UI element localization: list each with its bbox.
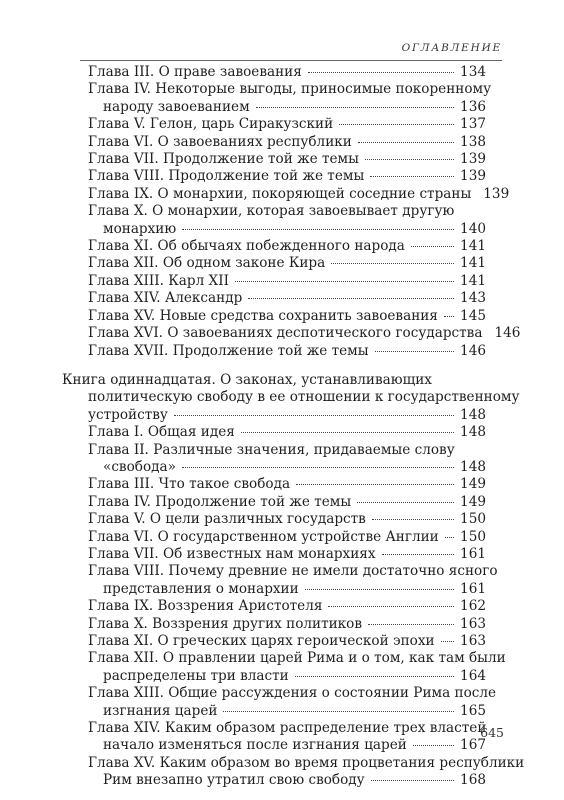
dot-leader bbox=[296, 483, 454, 485]
toc-entry-title-line: Глава XIV. Каким образом распределение трех властей bbox=[88, 720, 487, 737]
toc-entry bbox=[62, 598, 486, 615]
toc-entry bbox=[62, 255, 486, 272]
toc-entry bbox=[62, 151, 486, 168]
toc-entry bbox=[62, 511, 486, 528]
toc-entry-page: 140 bbox=[460, 220, 486, 237]
toc-entry-page: 148 bbox=[460, 406, 486, 423]
toc-entry-title: Глава III. Что такое свобода bbox=[88, 476, 291, 493]
toc-entry-title-line: Глава XII. О правлении царей Рима и о том, как там были bbox=[88, 650, 506, 667]
toc-section-book-ten-continued bbox=[62, 64, 521, 360]
toc-entry-title: Глава V. Гелон, царь Сиракузский bbox=[88, 116, 334, 133]
toc-entry bbox=[62, 64, 486, 81]
toc-entry bbox=[62, 476, 486, 493]
toc-entry-title-line: народу завоеванием bbox=[103, 98, 250, 115]
dot-leader bbox=[295, 675, 454, 677]
toc-entry bbox=[62, 494, 486, 511]
toc-entry-page: 141 bbox=[460, 272, 486, 289]
toc-entry-title: Глава III. О праве завоевания bbox=[88, 64, 302, 80]
toc-entry bbox=[62, 424, 486, 441]
toc-entry bbox=[62, 168, 486, 185]
dot-leader bbox=[358, 141, 454, 143]
toc-entry bbox=[62, 563, 498, 598]
toc-entry-page: 139 bbox=[483, 185, 510, 202]
toc-entry-title: Глава XIII. Карл XII bbox=[88, 272, 229, 289]
toc-entry-page: 146 bbox=[460, 342, 486, 359]
toc-entry-page: 163 bbox=[460, 633, 486, 649]
dot-leader bbox=[235, 280, 454, 282]
toc-entry-page: 141 bbox=[460, 238, 486, 255]
toc-entry-title-line: Рим внезапно утратил свою свободу bbox=[103, 772, 365, 789]
toc-entry bbox=[62, 81, 492, 116]
toc-entry-title: Глава VI. О государственном устройстве Англии bbox=[88, 528, 439, 545]
toc-entry-page: 150 bbox=[460, 528, 486, 545]
dot-leader bbox=[339, 123, 454, 125]
dot-leader bbox=[444, 315, 454, 317]
toc-entry-page: 137 bbox=[460, 116, 486, 133]
toc-entry bbox=[62, 343, 486, 360]
toc-entry-page: 164 bbox=[460, 667, 486, 684]
toc-entry-page: 139 bbox=[460, 168, 486, 185]
dot-leader bbox=[365, 158, 454, 160]
toc-entry-title-line: Глава XV. Каким образом во время процветания республики bbox=[88, 754, 525, 771]
dot-leader bbox=[223, 710, 454, 712]
toc-entry bbox=[62, 290, 486, 307]
toc-entry-title: Глава XI. Об обычаях побежденного народа bbox=[88, 238, 405, 255]
toc-entry-title-line: Глава IV. Некоторые выгоды, приносимые покоренному bbox=[88, 81, 492, 98]
toc-entry-page: 143 bbox=[460, 290, 486, 307]
toc-entry bbox=[62, 442, 486, 477]
header-rule bbox=[80, 60, 502, 61]
page-number: 645 bbox=[480, 725, 504, 740]
toc-entry-page: 136 bbox=[460, 98, 486, 115]
dot-leader bbox=[411, 245, 454, 247]
toc-entry-page: 145 bbox=[460, 307, 486, 324]
toc-entry-title-line: изгнания царей bbox=[103, 702, 218, 719]
toc-entry bbox=[62, 546, 486, 563]
dot-leader bbox=[445, 536, 454, 538]
dot-leader bbox=[372, 518, 454, 520]
dot-leader bbox=[256, 106, 454, 108]
toc-entry bbox=[62, 685, 497, 720]
dot-leader bbox=[382, 553, 455, 555]
toc-entry-title: Глава IX. Воззрения Аристотеля bbox=[88, 598, 323, 615]
dot-leader bbox=[371, 779, 454, 781]
toc-entry-title-line: представления о монархии bbox=[103, 580, 299, 597]
toc-entry-title-line: политическую свободу в ее отношении к государственному bbox=[88, 389, 520, 406]
toc-entry-title: Глава XV. Новые средства сохранить завоевания bbox=[88, 307, 438, 324]
toc-entry bbox=[62, 134, 486, 151]
toc-entry-title-line: Глава VIII. Почему древние не имели достаточно ясного bbox=[88, 563, 498, 580]
dot-leader bbox=[308, 71, 454, 73]
toc-entry-page: 150 bbox=[460, 511, 486, 528]
dot-leader bbox=[248, 297, 454, 299]
dot-leader bbox=[331, 262, 454, 264]
toc-entry-page: 134 bbox=[460, 64, 486, 80]
toc-entry-page: 141 bbox=[460, 255, 486, 272]
toc-entry-title: Глава IX. О монархии, покоряющей соседние страны bbox=[88, 185, 472, 202]
toc-entry-page: 148 bbox=[460, 424, 486, 441]
toc-entry bbox=[62, 116, 486, 133]
dot-leader bbox=[241, 431, 454, 433]
toc-entry-title: Глава V. О цели различных государств bbox=[88, 511, 366, 528]
toc-entry-page: 146 bbox=[494, 325, 521, 342]
toc-entry-title: Глава XVI. О завоеваниях деспотического государства bbox=[88, 325, 483, 342]
toc-entry-title-line: монархию bbox=[103, 220, 177, 237]
toc-entry-page: 163 bbox=[460, 615, 486, 632]
toc-entry bbox=[62, 273, 486, 290]
dot-leader bbox=[182, 466, 454, 468]
toc-entry bbox=[62, 371, 520, 424]
dot-leader bbox=[305, 588, 454, 590]
toc-entry-page: 167 bbox=[460, 737, 486, 754]
toc-entry-title: Глава I. Общая идея bbox=[88, 424, 235, 441]
toc-entry-title-line: «свобода» bbox=[103, 458, 176, 475]
toc-entry bbox=[62, 650, 506, 685]
toc-entry-title: Глава VI. О завоеваниях республики bbox=[88, 133, 352, 150]
toc-entry-title: Глава IV. Продолжение той же темы bbox=[88, 493, 352, 510]
toc-entry-page: 165 bbox=[460, 702, 486, 719]
dot-leader bbox=[328, 605, 454, 607]
toc-entry-title: Глава XIV. Александр bbox=[88, 290, 243, 307]
running-head: ОГЛАВЛЕНИЕ bbox=[401, 42, 502, 54]
dot-leader bbox=[441, 640, 454, 642]
toc-entry-title: Глава VII. Продолжение той же темы bbox=[88, 151, 359, 168]
toc-entry-page: 162 bbox=[460, 598, 486, 615]
toc-entry-title: Глава XI. О греческих царях героической эпохи bbox=[88, 633, 435, 649]
toc-entry-title-line: начало изменяться после изгнания царей bbox=[103, 737, 407, 754]
dot-leader bbox=[182, 228, 454, 230]
toc-entry-title: Глава X. Воззрения других политиков bbox=[88, 615, 362, 632]
dot-leader bbox=[357, 501, 454, 503]
toc-entry-page: 149 bbox=[460, 476, 486, 493]
toc-entry-page: 138 bbox=[460, 133, 486, 150]
toc-entry-title-line: Глава II. Различные значения, придаваемые слову bbox=[88, 441, 455, 458]
toc-entry-page: 148 bbox=[460, 458, 486, 475]
toc-entry bbox=[62, 754, 525, 790]
dot-leader bbox=[375, 350, 454, 352]
toc-entry-title-line: Книга одиннадцатая. О законах, устанавливающих bbox=[62, 371, 432, 388]
toc-entry-page: 161 bbox=[460, 580, 486, 597]
toc-entry-page: 161 bbox=[460, 545, 486, 562]
toc-entry-title-line: устройству bbox=[88, 406, 168, 423]
toc-entry-page: 168 bbox=[460, 772, 486, 789]
dot-leader bbox=[368, 623, 454, 625]
toc-entry bbox=[62, 185, 510, 203]
toc-entry bbox=[62, 616, 486, 633]
toc-entry bbox=[62, 720, 486, 755]
toc-entry-title-line: распределены три власти bbox=[103, 667, 289, 684]
toc-entry bbox=[62, 325, 521, 342]
toc-entry-page: 149 bbox=[460, 493, 486, 510]
toc-entry-title: Глава VII. Об известных нам монархиях bbox=[88, 545, 376, 562]
toc-entry bbox=[62, 633, 486, 650]
dot-leader bbox=[174, 414, 454, 416]
toc-entry bbox=[62, 238, 486, 255]
toc-entry-page: 139 bbox=[460, 151, 486, 168]
toc-entry-title: Глава XII. Об одном законе Кира bbox=[88, 255, 326, 272]
toc-entry-title-line: Глава XIII. Общие рассуждения о состоянии Рима после bbox=[88, 685, 497, 702]
toc-entry bbox=[62, 308, 486, 325]
section-gap bbox=[62, 360, 486, 372]
toc-entry-title-line: Глава X. О монархии, которая завоевывает другую bbox=[88, 203, 455, 220]
toc-entry bbox=[62, 529, 486, 546]
toc-entry-title: Глава VIII. Продолжение той же темы bbox=[88, 168, 365, 185]
toc-entry bbox=[62, 203, 486, 238]
dot-leader bbox=[370, 175, 454, 177]
dot-leader bbox=[413, 744, 454, 746]
toc-entry-title: Глава XVII. Продолжение той же темы bbox=[88, 342, 369, 359]
